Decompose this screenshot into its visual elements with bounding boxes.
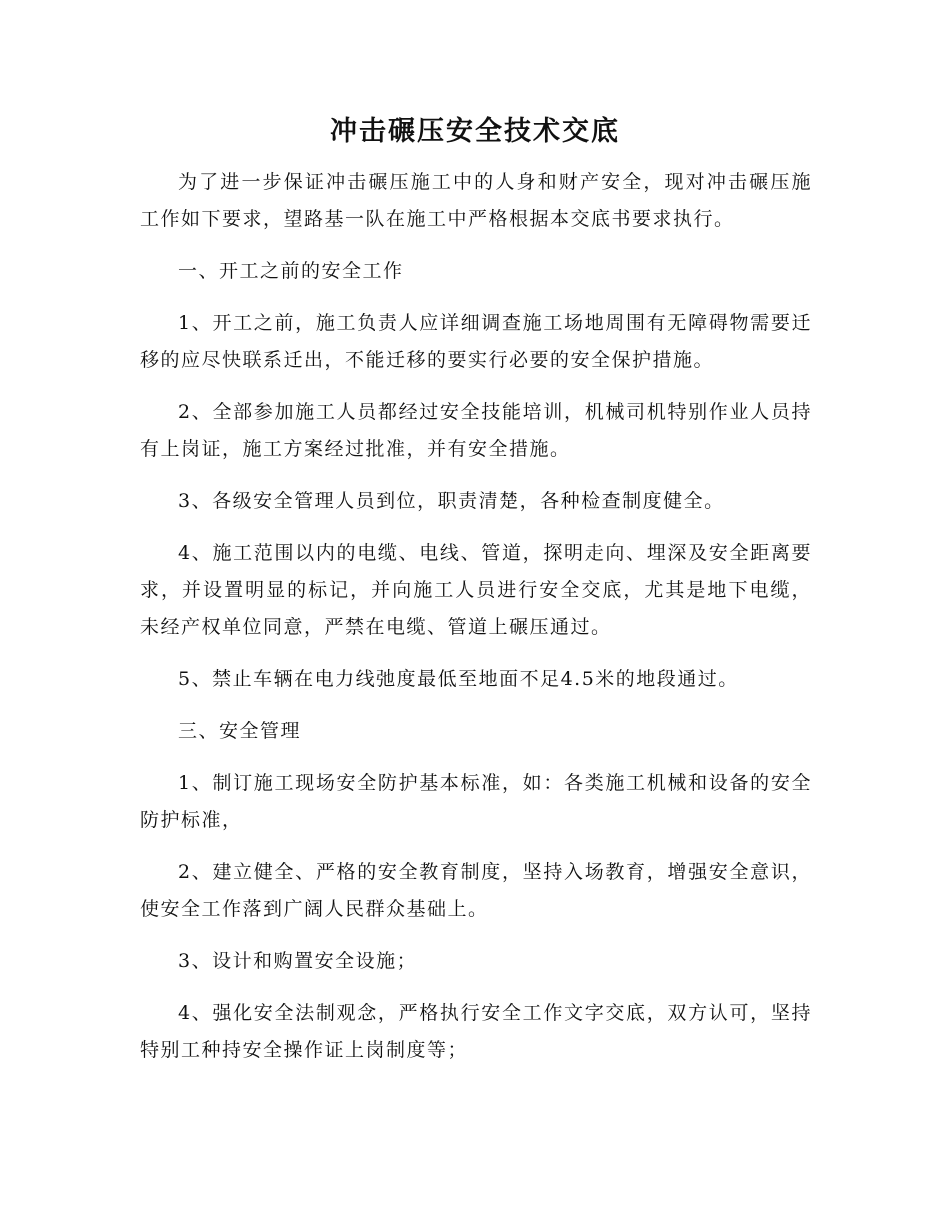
section3-item-3: 3、设计和购置安全设施； — [178, 950, 418, 972]
section1-item-2: 2、全部参加施工人员都经过安全技能培训，机械司机特别作业人员持有上岗证，施工方案经过批准，并有安全措施。 — [140, 401, 812, 460]
intro-paragraph: 为了进一步保证冲击碾压施工中的人身和财产安全，现对冲击碾压施工作如下要求，望路基一队在施工中严格根据本交底书要求执行。 — [140, 171, 812, 230]
document-title: 冲击碾压安全技术交底 — [330, 116, 620, 147]
document-body — [140, 164, 812, 1084]
section1-item-3: 3、各级安全管理人员到位，职责清楚，各种检查制度健全。 — [178, 490, 725, 512]
section-heading-1: 一、开工之前的安全工作 — [178, 260, 404, 282]
section1-item-4: 4、施工范围以内的电缆、电线、管道，探明走向、埋深及安全距离要求，并设置明显的标记，并向施工人员进行安全交底，尤其是地下电缆，未经产权单位同意，严禁在电缆、管道上碾压通过。 — [140, 542, 812, 638]
section1-item-5: 5、禁止车辆在电力线弛度最低至地面不足4.5米的地段通过。 — [178, 668, 739, 690]
section3-item-1: 1、制订施工现场安全防护基本标准，如：各类施工机械和设备的安全防护标准， — [140, 772, 812, 831]
section3-item-4: 4、强化安全法制观念，严格执行安全工作文字交底，双方认可，坚持特别工种持安全操作证上岗制度等； — [140, 1002, 812, 1061]
section1-item-1: 1、开工之前，施工负责人应详细调查施工场地周围有无障碍物需要迁移的应尽快联系迁出，不能迁移的要实行必要的安全保护措施。 — [140, 312, 812, 371]
section-heading-3: 三、安全管理 — [178, 720, 302, 742]
section3-item-2: 2、建立健全、严格的安全教育制度，坚持入场教育，增强安全意识，使安全工作落到广阔人民群众基础上。 — [140, 861, 812, 920]
